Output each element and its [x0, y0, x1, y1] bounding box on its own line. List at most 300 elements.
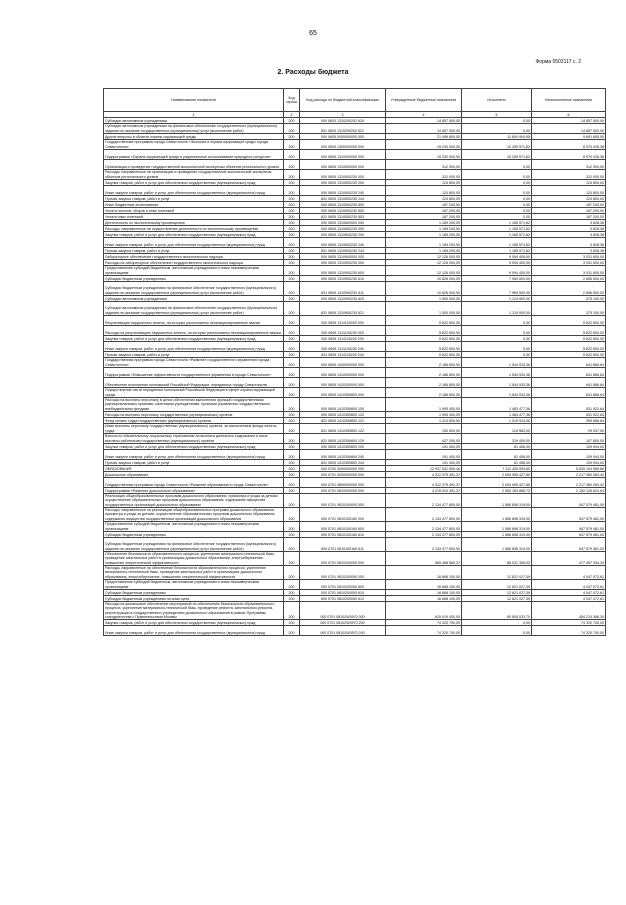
row-line-code: 200	[284, 170, 300, 180]
row-executed: 2 094 995 427,85	[462, 472, 532, 478]
row-executed: 124 563,00	[462, 424, 532, 434]
row-unexecuted: 531 922,64	[532, 398, 606, 412]
row-executed: 1 544 933,36	[462, 378, 532, 388]
row-executed: 12 621 027,39	[462, 566, 532, 580]
row-executed: 9 094 400,00	[462, 266, 532, 276]
row-name: Прочая закупка товаров, работ и услуг	[104, 460, 284, 466]
row-approved: 124 800,00	[386, 180, 462, 186]
row-line-code: 200	[284, 522, 300, 532]
row-line-code: 200	[284, 602, 300, 620]
row-name: Субсидии автономным учреждениям	[104, 118, 284, 124]
row-approved: 427 200,00	[386, 434, 462, 444]
row-name: Предоставление субсидий бюджетным, автономным учреждениям и иным некоммерческим организациям	[104, 580, 284, 590]
table-row	[104, 316, 606, 326]
row-kbk: 000 0605 1410300000 000	[300, 378, 386, 388]
row-approved: 191 400,00	[386, 444, 462, 450]
table-row	[104, 140, 606, 150]
row-kbk: 000 0605 0000000000 000	[300, 134, 386, 140]
table-row	[104, 538, 606, 552]
row-unexecuted: 5 622 800,00	[532, 342, 606, 352]
row-unexecuted: 2 217 380 063,42	[532, 472, 606, 478]
row-name: Осуществление части переданных полномочий Российской Федерации в сфере охраны окружающей среды	[104, 388, 284, 398]
table-row	[104, 424, 606, 434]
row-executed: 12 621 027,39	[462, 590, 532, 596]
row-executed: 88 031 306,03	[462, 552, 532, 566]
row-executed: 0,00	[462, 186, 532, 196]
col-number: 1	[104, 112, 284, 118]
row-kbk: 000 0605 1310500230 240	[300, 186, 386, 196]
row-line-code: 200	[284, 316, 300, 326]
col-number: 2	[284, 112, 300, 118]
row-line-code: 200	[284, 238, 300, 248]
row-name: Расходы на рекультивацию нарушенных земель, на которых расположены несанкционированные свалки	[104, 326, 284, 336]
row-unexecuted: 109 944,00	[532, 450, 606, 460]
row-unexecuted: 3 628,38	[532, 220, 606, 226]
row-kbk: 000 0701 0800000000 000	[300, 478, 386, 488]
row-executed: 0,00	[462, 626, 532, 636]
row-name: Прочая закупка товаров, работ и услуг	[104, 196, 284, 202]
table-row	[104, 368, 606, 378]
row-executed: 0,00	[462, 196, 532, 202]
col-number: 5	[462, 112, 532, 118]
row-executed: 60 805 033,70	[462, 602, 532, 620]
row-unexecuted: 3 031 600,00	[532, 254, 606, 260]
row-name: Расходы на выплаты персоналу государственных (муниципальных) органов	[104, 412, 284, 418]
row-unexecuted: 187 200,00	[532, 208, 606, 214]
row-line-code: 200	[284, 302, 300, 316]
row-executed: 0,00	[462, 326, 532, 336]
row-kbk: 000 0605 1310600230 200	[300, 232, 386, 238]
row-line-code: 200	[284, 336, 300, 342]
row-line-code: 200	[284, 488, 300, 494]
row-executed: 0,00	[462, 202, 532, 208]
row-unexecuted: 3 628,38	[532, 238, 606, 248]
row-unexecuted: 14 857 500,00	[532, 124, 606, 134]
row-executed: 0,00	[462, 124, 532, 134]
table-row	[104, 150, 606, 160]
table-row	[104, 434, 606, 444]
row-name: Иные закупки товаров, работ и услуг для обеспечения государственных (муниципальных) нужд	[104, 186, 284, 196]
row-name: Подпрограмма «Повышение эффективности государственного управления в городе Севастополе»	[104, 368, 284, 378]
row-kbk: 000 0701 0810200050 000	[300, 566, 386, 580]
row-name: Иные закупки товаров, работ и услуг для обеспечения государственных (муниципальных) нужд	[104, 342, 284, 352]
row-approved: 16 668 100,00	[386, 590, 462, 596]
row-kbk: 831 0603 1310200202 621	[300, 124, 386, 134]
row-approved: 5 622 800,00	[386, 336, 462, 342]
row-kbk: 000 0701 0810200050 610	[300, 590, 386, 596]
row-approved: 565 488 660,37	[386, 552, 462, 566]
row-kbk: 831 0605 1410359800 129	[300, 434, 386, 444]
row-line-code: 200	[284, 266, 300, 276]
row-name: Реализация общеобразовательных программ дошкольного образования, присмотра и ухода за детьми, осуществление образовательных программ дошкольного образования, содержание имущества государственных организаций дошкольного образования	[104, 494, 284, 508]
row-name: Субсидии бюджетным учреждениям	[104, 590, 284, 596]
row-approved: 16 668 100,00	[386, 580, 462, 590]
row-approved: 14 857 500,00	[386, 118, 462, 124]
header-name: Наименование показателя	[104, 89, 284, 112]
header-kbk: Код расхода по бюджетной классификации	[300, 89, 386, 112]
table-row	[104, 602, 606, 620]
row-kbk: 000 0701 0810200000 000	[300, 552, 386, 566]
row-name: Организация и проведение государственной экологической экспертизы объектов регионального уровня	[104, 160, 284, 170]
row-name: Расходы, направленные на организацию и проведение государственной экологической экспертизы объектов регионального уровня	[104, 170, 284, 180]
row-name: Обеспечение безопасности образовательного процесса, укрепление материально-технической базы, проведение капитальных работ в организациях дошкольного образования, энергосбережение, повышение энергетической эффективности	[104, 552, 284, 566]
row-line-code: 200	[284, 202, 300, 208]
row-name: Подпрограмма «Охрана окружающей среды и рациональное использование природных ресурсов»	[104, 150, 284, 160]
table-row	[104, 450, 606, 460]
row-approved: 187 200,00	[386, 208, 462, 214]
row-kbk: 000 0701 0810000000 000	[300, 488, 386, 494]
row-unexecuted: 3 628,38	[532, 226, 606, 232]
row-executed: 0,00	[462, 620, 532, 626]
row-approved: 2 134 477 800,00	[386, 532, 462, 538]
row-unexecuted: 109 944,00	[532, 444, 606, 450]
row-name: Закупка товаров, работ и услуг для обеспечения государственных (муниципальных) нужд	[104, 180, 284, 186]
row-approved: 5 622 800,00	[386, 316, 462, 326]
col-number: 6	[532, 112, 606, 118]
row-unexecuted: 8 970 028,38	[532, 140, 606, 150]
row-approved: 16 668 100,00	[386, 596, 462, 602]
row-executed: 0,00	[462, 170, 532, 180]
row-line-code: 200	[284, 180, 300, 186]
row-approved: 124 800,00	[386, 186, 462, 196]
row-line-code: 200	[284, 398, 300, 412]
table-row	[104, 124, 606, 134]
row-executed: 10 259 971,62	[462, 140, 532, 150]
row-approved: 5 622 800,00	[386, 352, 462, 358]
row-kbk: 000 0605 1311100000 000	[300, 316, 386, 326]
row-executed: 0,00	[462, 180, 532, 186]
row-approved: 12 126 000,00	[386, 254, 462, 260]
row-unexecuted: 3 628,38	[532, 248, 606, 254]
row-executed: 1 165 571,62	[462, 232, 532, 238]
row-executed: 1 165 571,62	[462, 226, 532, 232]
row-name: Государственная программа города Севастополя «Развитие государственного управления города Севастополя»	[104, 358, 284, 368]
row-unexecuted: 641 866,64	[532, 358, 606, 368]
row-name: Субсидии бюджетным учреждениям на иные цели	[104, 596, 284, 602]
table-row	[104, 266, 606, 276]
row-kbk: 000 0605 1310500230 850	[300, 208, 386, 214]
row-kbk: 000 0605 1310900230 000	[300, 260, 386, 266]
row-approved: 124 800,00	[386, 196, 462, 202]
row-kbk: 000 0701 0000000000 000	[300, 472, 386, 478]
row-unexecuted: 109 944,00	[532, 460, 606, 466]
row-executed: 1 586 898 319,00	[462, 538, 532, 552]
table-row	[104, 494, 606, 508]
table-row	[104, 302, 606, 316]
row-name: Субсидии автономным учреждениям	[104, 296, 284, 302]
row-kbk: 000 0605 1310500230 000	[300, 170, 386, 180]
row-kbk: 000 0605 1300000000 000	[300, 140, 386, 150]
row-name: Расходы, направленные на обеспечение безопасности образовательного процесса, укрепление материально-технической базы, проведение капитальных работ в организациях дошкольного образования, энергосбережение, повышение энергетической эффективности	[104, 566, 284, 580]
row-kbk: 000 0701 0810100160 000	[300, 508, 386, 522]
row-executed: 1 544 933,36	[462, 368, 532, 378]
row-line-code: 200	[284, 208, 300, 214]
row-approved: 12 126 000,00	[386, 266, 462, 276]
row-kbk: 000 0700 0000000000 000	[300, 466, 386, 472]
row-executed: 11 804 904,95	[462, 134, 532, 140]
row-approved: 1 500 000,00	[386, 296, 462, 302]
row-executed: 0,00	[462, 336, 532, 342]
row-kbk: 000 0701 0810100160 610	[300, 532, 386, 538]
row-approved: 5 622 800,00	[386, 342, 462, 352]
row-name: Уплата налогов, сборов и иных платежей	[104, 208, 284, 214]
row-kbk: 809 0701 0810200050 612	[300, 596, 386, 602]
row-name: Подпрограмма «Развитие дошкольного образования»	[104, 488, 284, 494]
row-approved: 10 626 000,00	[386, 276, 462, 282]
row-kbk: 000 0605 1310900230 610	[300, 276, 386, 282]
row-approved: 187 200,00	[386, 214, 462, 220]
table-row	[104, 170, 606, 180]
section-title: 2. Расходы бюджета	[277, 69, 349, 76]
row-line-code: 200	[284, 254, 300, 260]
row-name: Закупка товаров, работ и услуг для обеспечения государственных (муниципальных) нужд	[104, 620, 284, 626]
row-unexecuted: 124 800,00	[532, 180, 606, 186]
row-kbk: 831 0605 1310500230 244	[300, 196, 386, 202]
row-unexecuted: 547 579 481,00	[532, 538, 606, 552]
row-approved: 2 186 800,00	[386, 368, 462, 378]
row-kbk: 000 0605 1310900230 600	[300, 266, 386, 276]
row-executed: 81 456,00	[462, 460, 532, 466]
row-name: Другие вопросы в области охраны окружающей среды	[104, 134, 284, 140]
row-line-code: 200	[284, 248, 300, 254]
row-line-code: 200	[284, 326, 300, 336]
row-approved: 14 857 500,00	[386, 124, 462, 134]
row-name: Расходы на выплаты персоналу в целях обеспечения выполнения функций государственными (муниципальными) органами, казенными учреждениями, органами управления государственными внебюджетными фондами	[104, 398, 284, 412]
row-unexecuted: 107 800,00	[532, 434, 606, 444]
row-line-code: 200	[284, 214, 300, 220]
row-executed: 81 456,00	[462, 444, 532, 450]
row-kbk: 831 0605 1310900230 611	[300, 282, 386, 296]
row-executed: 81 456,00	[462, 450, 532, 460]
table-row	[104, 388, 606, 398]
row-line-code: 200	[284, 472, 300, 478]
row-line-code: 200	[284, 412, 300, 418]
row-approved: 1 169 200,00	[386, 238, 462, 248]
row-name: Субсидии бюджетным учреждениям на финансовое обеспечение государственного (муниципального) задания на оказание государственных (муниципальных) услуг (выполнение работ)	[104, 538, 284, 552]
row-approved: 312 000,00	[386, 170, 462, 180]
table-row	[104, 398, 606, 412]
row-name: Иные закупки товаров, работ и услуг для обеспечения государственных (муниципальных) нужд	[104, 626, 284, 636]
header-line-code: Код строки	[284, 89, 300, 112]
table-row	[104, 358, 606, 368]
row-approved: 21 496 800,00	[386, 134, 462, 140]
row-executed: 7 969 500,00	[462, 282, 532, 296]
row-unexecuted: 124 800,00	[532, 186, 606, 196]
expenses-table	[103, 88, 606, 636]
row-unexecuted: 5 622 800,00	[532, 336, 606, 342]
row-unexecuted: 547 579 481,00	[532, 532, 606, 538]
table-row	[104, 566, 606, 580]
row-name: Государственная программа города Севастополя «Развитие образования в городе Севастополе»	[104, 478, 284, 488]
row-line-code: 200	[284, 460, 300, 466]
row-name: Иные закупки товаров, работ и услуг для обеспечения государственных (муниципальных) нужд	[104, 450, 284, 460]
row-executed: 1 165 571,62	[462, 220, 532, 226]
row-executed: 2 063 183 866,73	[462, 488, 532, 494]
row-kbk: 000 0605 1310500230 200	[300, 180, 386, 186]
row-executed: 1 463 477,36	[462, 398, 532, 412]
row-unexecuted: 4 047 072,61	[532, 596, 606, 602]
row-name: Прочая закупка товаров, работ и услуг	[104, 352, 284, 358]
row-executed: 1 019 914,36	[462, 418, 532, 424]
row-name: Иные выплаты персоналу государственных (муниципальных) органов, за исключением фонда оплаты труда	[104, 424, 284, 434]
row-kbk: 000 0605 1410000000 000	[300, 368, 386, 378]
row-approved: 312 000,00	[386, 160, 462, 170]
row-kbk: 000 0605 1410359800 200	[300, 444, 386, 450]
row-unexecuted: 5 622 800,00	[532, 316, 606, 326]
row-kbk: 000 0701 0810100000 000	[300, 494, 386, 508]
row-unexecuted: 375 100,00	[532, 302, 606, 316]
row-name: Фонд оплаты труда государственных (муниципальных) органов	[104, 418, 284, 424]
row-line-code: 200	[284, 140, 300, 150]
row-unexecuted: 2 217 380 063,42	[532, 478, 606, 488]
row-kbk: 000 0605 1310600230 000	[300, 226, 386, 232]
row-executed: 1 586 898 319,00	[462, 522, 532, 532]
row-approved: 187 200,00	[386, 202, 462, 208]
row-name: Субсидии бюджетным учреждениям	[104, 276, 284, 282]
row-line-code: 200	[284, 296, 300, 302]
row-name: Прочая закупка товаров, работ и услуг	[104, 248, 284, 254]
table-row	[104, 522, 606, 532]
row-approved: 74 320 700,00	[386, 626, 462, 636]
row-name: Субсидии бюджетным учреждениям на финансовое обеспечение государственного (муниципального) задания на оказание государственных (муниципальных) услуг (выполнение работ)	[104, 282, 284, 296]
row-name: Государственная программа города Севастополя «Экология и охрана окружающей среды города Севастополя»	[104, 140, 284, 150]
row-unexecuted: 74 320 700,00	[532, 626, 606, 636]
row-line-code: 200	[284, 134, 300, 140]
row-line-code: 200	[284, 352, 300, 358]
row-unexecuted: 4 047 072,61	[532, 580, 606, 590]
row-unexecuted: 3 628,38	[532, 232, 606, 238]
row-line-code: 200	[284, 538, 300, 552]
row-approved: 19 230 000,00	[386, 140, 462, 150]
row-unexecuted: 2 152 126 624,64	[532, 488, 606, 494]
row-unexecuted: 3 031 600,00	[532, 266, 606, 276]
row-line-code: 200	[284, 368, 300, 378]
row-approved: 12 937 531 959,46	[386, 466, 462, 472]
row-line-code: 200	[284, 626, 300, 636]
row-approved: 153 600,00	[386, 424, 462, 434]
row-approved: 1 169 200,00	[386, 248, 462, 254]
table-row	[104, 160, 606, 170]
row-unexecuted: 5 825 104 965,86	[532, 466, 606, 472]
row-kbk: 000 0603 1310200202 620	[300, 118, 386, 124]
row-name: Предоставление субсидий бюджетным, автономным учреждениям и иным некоммерческим организациям	[104, 266, 284, 276]
row-executed: 1 586 898 319,00	[462, 532, 532, 538]
row-line-code: 200	[284, 118, 300, 124]
row-name: Расходы, направленные на реализацию общеобразовательных программ дошкольного образования, присмотра и ухода за детьми, осуществление образовательных программ дошкольного образования, содержание имущества государственных организаций дошкольного образования	[104, 508, 284, 522]
row-line-code: 200	[284, 124, 300, 134]
row-line-code: 200	[284, 260, 300, 266]
row-line-code: 200	[284, 226, 300, 232]
row-name: Субсидии автономным учреждениям на финансовое обеспечение государственного (муниципального) задания на оказание государственных (муниципальных) услуг (выполнение работ)	[104, 302, 284, 316]
row-name: Предоставление субсидий бюджетным, автономным учреждениям и иным некоммерческим организациям	[104, 522, 284, 532]
row-line-code: 200	[284, 418, 300, 424]
row-unexecuted: 2 656 500,00	[532, 276, 606, 282]
row-kbk: 000 0605 1310600230 240	[300, 238, 386, 248]
row-approved: 191 400,00	[386, 460, 462, 466]
row-kbk: 000 0605 1310600000 000	[300, 220, 386, 226]
col-number: 4	[386, 112, 462, 118]
col-number: 3	[300, 112, 386, 118]
row-unexecuted: 124 800,00	[532, 196, 606, 202]
row-executed: 1 586 898 319,00	[462, 508, 532, 522]
row-executed: 9 094 400,00	[462, 254, 532, 260]
row-line-code: 200	[284, 232, 300, 238]
table-row	[104, 238, 606, 248]
table-body	[104, 118, 606, 636]
row-approved: 2 186 800,00	[386, 358, 462, 368]
row-approved: 1 169 200,00	[386, 226, 462, 232]
row-kbk: 831 0605 1410359800 122	[300, 424, 386, 434]
row-executed: 0,00	[462, 118, 532, 124]
row-unexecuted: 14 857 500,00	[532, 118, 606, 124]
row-line-code: 200	[284, 494, 300, 508]
row-executed: 10 259 971,62	[462, 150, 532, 160]
row-approved: 2 134 477 800,00	[386, 538, 462, 552]
row-approved: 4 312 375 491,37	[386, 472, 462, 478]
row-line-code: 200	[284, 450, 300, 460]
row-line-code: 200	[284, 580, 300, 590]
row-unexecuted: 5 622 800,00	[532, 326, 606, 336]
row-kbk: 831 0605 1310600230 244	[300, 248, 386, 254]
row-name: Расходы на лабораторное обеспечение государственного экологического надзора	[104, 260, 284, 266]
row-name: Уплата иных платежей	[104, 214, 284, 220]
row-unexecuted: 187 200,00	[532, 202, 606, 208]
row-line-code: 200	[284, 282, 300, 296]
row-line-code: 200	[284, 532, 300, 538]
row-executed: 0,00	[462, 316, 532, 326]
row-approved: 1 414 600,00	[386, 418, 462, 424]
row-unexecuted: 312 000,00	[532, 160, 606, 170]
row-executed: 2 094 995 427,85	[462, 478, 532, 488]
form-label: Форма 0503117 с. 2	[535, 59, 581, 65]
row-kbk: 000 0701 08102W3970 000	[300, 602, 386, 620]
row-unexecuted: 547 579 481,00	[532, 494, 606, 508]
row-kbk: 000 0605 1310900000 000	[300, 254, 386, 260]
row-name: Иные закупки товаров, работ и услуг для обеспечения государственных (муниципальных) нужд	[104, 238, 284, 248]
row-unexecuted: 641 866,64	[532, 388, 606, 398]
row-approved: 19 230 000,00	[386, 150, 462, 160]
row-executed: 1 165 571,62	[462, 238, 532, 248]
row-approved: 1 995 400,00	[386, 398, 462, 412]
row-kbk: 000 0605 1410359800 120	[300, 412, 386, 418]
row-executed: 1 544 933,36	[462, 358, 532, 368]
row-name: Субсидии автономным учреждениям на финансовое обеспечение государственного (муниципального) задания на оказание государственных (муниципальных) услуг (выполнение работ)	[104, 124, 284, 134]
row-unexecuted: 641 866,64	[532, 378, 606, 388]
row-executed: 0,00	[462, 160, 532, 170]
row-approved: 1 500 000,00	[386, 302, 462, 316]
row-kbk: 000 0701 08102W3970 240	[300, 626, 386, 636]
row-unexecuted: 547 579 481,00	[532, 508, 606, 522]
row-approved: 2 186 800,00	[386, 388, 462, 398]
row-kbk: 809 0701 0810100160 611	[300, 538, 386, 552]
table-row	[104, 626, 606, 636]
row-unexecuted: 29 037,00	[532, 424, 606, 434]
row-executed: 0,00	[462, 208, 532, 214]
row-line-code: 200	[284, 424, 300, 434]
row-approved: 1 169 200,00	[386, 232, 462, 238]
row-approved: 2 134 477 800,00	[386, 508, 462, 522]
row-approved: 12 126 000,00	[386, 260, 462, 266]
row-kbk: 000 0605 1310000000 000	[300, 150, 386, 160]
row-unexecuted: 312 000,00	[532, 170, 606, 180]
row-kbk: 000 0605 1410359800 100	[300, 398, 386, 412]
row-kbk: 000 0605 1410359800 000	[300, 388, 386, 398]
row-unexecuted: 2 656 500,00	[532, 282, 606, 296]
row-unexecuted: 3 031 600,00	[532, 260, 606, 266]
row-line-code: 200	[284, 620, 300, 626]
row-name: Рекультивация нарушенных земель, на которых расположены несанкционированные свалки	[104, 316, 284, 326]
header-approved: Утвержденные бюджетные назначения	[386, 89, 462, 112]
